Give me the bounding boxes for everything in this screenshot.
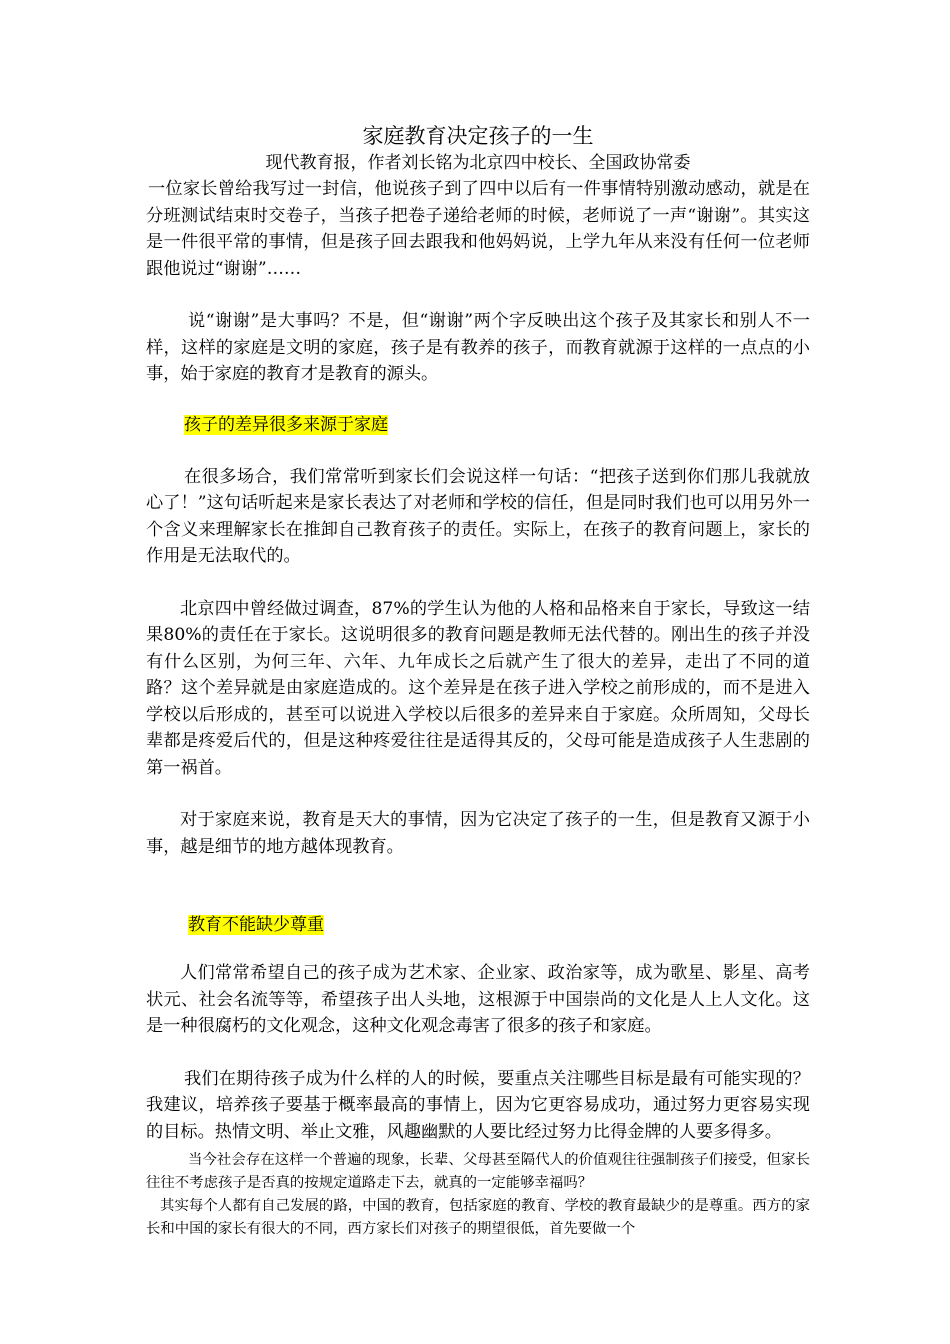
paragraph-3: 在很多场合，我们常常听到家长们会说这样一句话：“把孩子送到你们那儿我就放心了！”这句话听起来是家长表达了对老师和学校的信任，但是同时我们也可以用另外一个含义来理解家长在推卸自己教育孩子的责任。实际上，在孩子的教育问题上，家长的作用是无法取代的。 xyxy=(146,466,810,566)
section-heading-2-text: 教育不能缺少尊重 xyxy=(188,915,324,935)
paragraph-4: 北京四中曾经做过调查，87%的学生认为他的人格和品格来自于家长，导致这一结果80%的责任在于家长。这说明很多的教育问题是教师无法代替的。刚出生的孩子并没有什么区别，为何三年、六年、九年成长之后就产生了很大的差异，走出了不同的道路？这个差异就是由家庭造成的。这个差异是在孩子进入学校之前形成的，而不是进入学校以后形成的，甚至可以说进入学校以后很多的差异来自于家庭。众所周知，父母长辈都是疼爱后代的，但是这种疼爱往往是适得其反的，父母可能是造成孩子人生悲剧的第一祸首。 xyxy=(146,598,810,778)
paragraph-5: 对于家庭来说，教育是天大的事情，因为它决定了孩子的一生，但是教育又源于小事，越是细节的地方越体现教育。 xyxy=(146,810,810,857)
paragraph-7: 我们在期待孩子成为什么样的人的时候，要重点关注哪些目标是最有可能实现的？我建议，培养孩子要基于概率最高的事情上，因为它更容易成功，通过努力更容易实现的目标。热情文明、举止文雅，风趣幽默的人要比经过努力比得金牌的人要多得多。 xyxy=(146,1068,810,1142)
document-page xyxy=(146,122,810,1241)
document-byline: 现代教育报，作者刘长铭为北京四中校长、全国政协常委 xyxy=(265,153,691,173)
paragraph-6: 人们常常希望自己的孩子成为艺术家、企业家、政治家等，成为歌星、影星、高考状元、社会名流等等，希望孩子出人头地，这根源于中国崇尚的文化是人上人文化。这是一种很腐朽的文化观念，这种文化观念毒害了很多的孩子和家庭。 xyxy=(146,963,810,1036)
section-heading-2 xyxy=(146,912,810,938)
paragraph-8: 当今社会存在这样一个普遍的现象，长辈、父母甚至隔代人的价值观往往强制孩子们接受，但家长往往不考虑孩子是否真的按规定道路走下去，就真的一定能够幸福吗？ xyxy=(146,1152,810,1191)
paragraph-2: 说“谢谢”是大事吗？不是，但“谢谢”两个字反映出这个孩子及其家长和别人不一样，这样的家庭是文明的家庭，孩子是有教养的孩子，而教育就源于这样的一点点的小事，始于家庭的教育才是教育的源头。 xyxy=(146,311,810,384)
section-heading-1-text: 孩子的差异很多来源于家庭 xyxy=(184,414,388,435)
document-title: 家庭教育决定孩子的一生 xyxy=(362,124,594,148)
paragraph-9: 其实每个人都有自己发展的路，中国的教育，包括家庭的教育、学校的教育最缺少的是尊重。西方的家长和中国的家长有很大的不同，西方家长们对孩子的期望很低，首先要做一个 xyxy=(146,1198,810,1237)
paragraph-1: 一位家长曾给我写过一封信，他说孩子到了四中以后有一件事情特别激动感动，就是在分班测试结束时交卷子，当孩子把卷子递给老师的时候，老师说了一声“谢谢”。其实这是一件很平常的事情，但是孩子回去跟我和他妈妈说，上学九年从来没有任何一位老师跟他说过“谢谢”…… xyxy=(146,179,810,279)
section-heading-1 xyxy=(146,412,810,438)
